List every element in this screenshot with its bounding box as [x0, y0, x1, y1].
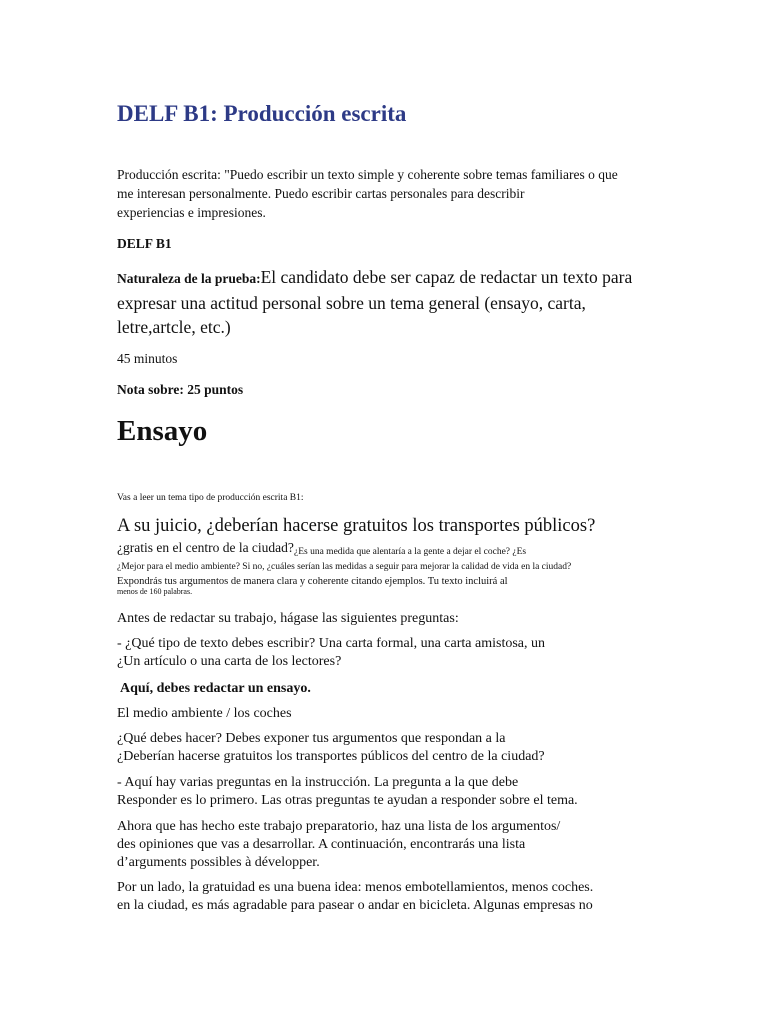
- naturaleza-paragraph: [117, 265, 650, 339]
- nota-label: Nota sobre: 25 puntos: [117, 382, 244, 397]
- task-subquestion-small: ¿Es una medida que alentaría a la gente a dejar el coche? ¿Es: [294, 547, 527, 557]
- questions-paragraph: [117, 774, 628, 810]
- naturaleza-text: letre,artcle, etc.): [117, 317, 231, 337]
- text-line: ¿Deberían hacerse gratuitos los transportes públicos del centro de la ciudad?: [117, 749, 545, 764]
- intro-line: Producción escrita: "Puedo escribir un texto simple y coherente sobre temas familiares o que: [117, 167, 618, 182]
- what-to-do-paragraph: [117, 730, 628, 766]
- duration-text: 45 minutos: [117, 351, 178, 366]
- ensayo-heading: Ensayo: [117, 415, 208, 447]
- intro-line: me interesan personalmente. Puedo escribir cartas personales para describir: [117, 186, 525, 201]
- delf-label: DELF B1: [117, 236, 172, 251]
- text-line: Por un lado, la gratuidad es una buena idea: menos embotellamientos, menos coches.: [117, 880, 594, 895]
- text-type-paragraph: [117, 635, 628, 671]
- text-line: en la ciudad, es más agradable para pasear o andar en bicicleta. Algunas empresas no: [117, 898, 593, 913]
- text-line: ¿Qué debes hacer? Debes exponer tus argumentos que respondan a la: [117, 731, 506, 746]
- task-question: A su juicio, ¿deberían hacerse gratuitos los transportes públicos?: [117, 516, 596, 536]
- task-instructions: Expondrás tus argumentos de manera clara y coherente citando ejemplos. Tu texto incluirá al: [117, 576, 508, 587]
- arguments-paragraph: [117, 818, 628, 872]
- text-line: Ahora que has hecho este trabajo preparatorio, haz una lista de los argumentos/: [117, 819, 561, 834]
- task-subquestion: ¿gratis en el centro de la ciudad?: [117, 540, 294, 555]
- task-subquestion-small: ¿Mejor para el medio ambiente? Si no, ¿cuáles serían las medidas a seguir para mejorar la calidad de vida en la ciudad?: [117, 562, 572, 572]
- intro-line: experiencias e impresiones.: [117, 205, 266, 220]
- text-line: Responder es lo primero. Las otras preguntas te ayudan a responder sobre el tema.: [117, 793, 578, 808]
- text-line: - ¿Qué tipo de texto debes escribir? Una carta formal, una carta amistosa, un: [117, 636, 545, 651]
- intro-paragraph: [117, 165, 638, 222]
- essay-note: Aquí, debes redactar un ensayo.: [120, 681, 311, 696]
- naturaleza-text: expresar una actitud personal sobre un tema general (ensayo, carta,: [117, 293, 586, 313]
- task-word-count: menos de 160 palabras.: [117, 587, 193, 596]
- task-intro: Vas a leer un tema tipo de producción escrita B1:: [117, 493, 304, 503]
- page-title: DELF B1: Producción escrita: [117, 101, 407, 126]
- naturaleza-text: El candidato debe ser capaz de redactar un texto para: [260, 267, 633, 287]
- preparation-intro: Antes de redactar su trabajo, hágase las siguientes preguntas:: [117, 611, 459, 626]
- argument-paragraph: [117, 879, 630, 915]
- naturaleza-label: Naturaleza de la prueba:: [117, 271, 261, 286]
- text-line: des opiniones que vas a desarrollar. A continuación, encontrarás una lista: [117, 837, 526, 852]
- text-line: d’arguments possibles à développer.: [117, 855, 320, 870]
- topic-line: El medio ambiente / los coches: [117, 706, 292, 721]
- text-line: - Aquí hay varias preguntas en la instrucción. La pregunta a la que debe: [117, 775, 519, 790]
- text-line: ¿Un artículo o una carta de los lectores?: [117, 654, 342, 669]
